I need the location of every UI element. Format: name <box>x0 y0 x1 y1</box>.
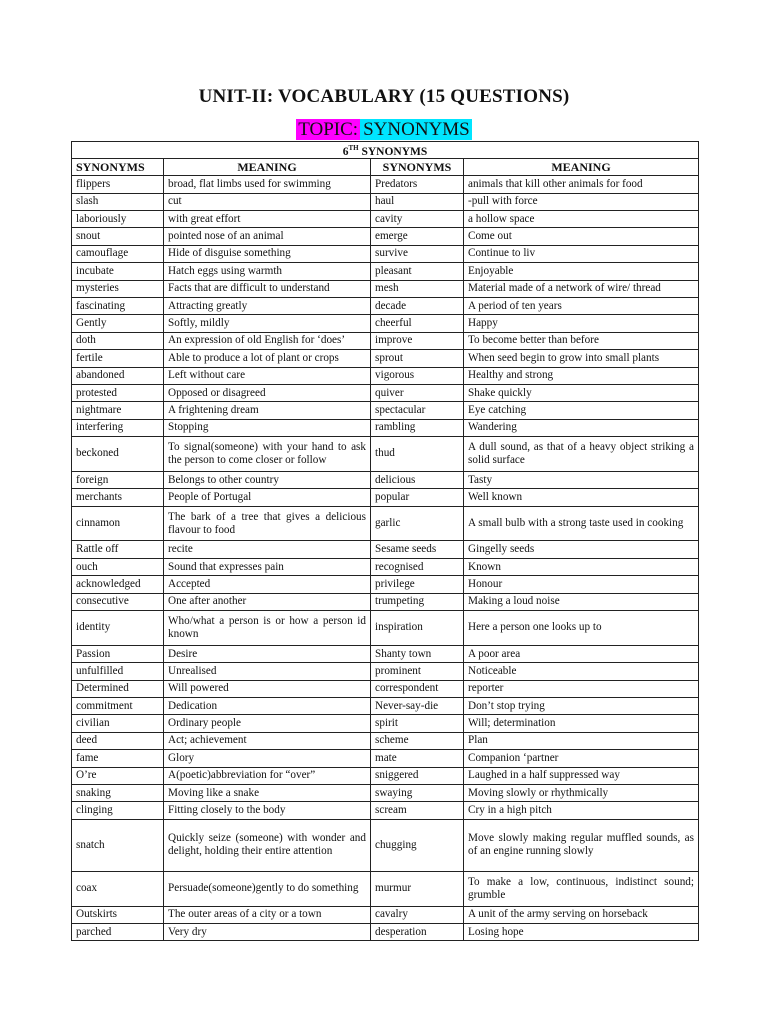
synonym-word-cell: spirit <box>371 715 464 732</box>
synonym-word-cell: fame <box>72 750 164 767</box>
synonym-word-cell: swaying <box>371 784 464 801</box>
synonym-word-cell: Shanty town <box>371 645 464 662</box>
synonym-word-cell: cavity <box>371 211 464 228</box>
table-row <box>72 819 699 871</box>
synonym-word-cell: mesh <box>371 280 464 297</box>
synonym-word-cell: merchants <box>72 489 164 506</box>
synonym-word-cell: pleasant <box>371 263 464 280</box>
table-row <box>72 419 699 436</box>
synonym-word-cell: clinging <box>72 802 164 819</box>
synonym-word-cell: Determined <box>72 680 164 697</box>
meaning-cell: Able to produce a lot of plant or crops <box>164 350 371 367</box>
synonym-word-cell: improve <box>371 332 464 349</box>
synonym-word-cell: desperation <box>371 923 464 940</box>
meaning-cell: Plan <box>464 732 699 749</box>
meaning-cell: Moving slowly or rhythmically <box>464 784 699 801</box>
synonym-word-cell: Passion <box>72 645 164 662</box>
meaning-cell: A unit of the army serving on horseback <box>464 906 699 923</box>
meaning-cell: Hatch eggs using warmth <box>164 263 371 280</box>
synonym-word-cell: recognised <box>371 558 464 575</box>
meaning-cell: Continue to liv <box>464 245 699 262</box>
synonym-word-cell: ouch <box>72 558 164 575</box>
synonym-word-cell: Gently <box>72 315 164 332</box>
synonym-word-cell: Predators <box>371 176 464 193</box>
synonym-word-cell: popular <box>371 489 464 506</box>
synonym-word-cell: protested <box>72 384 164 401</box>
meaning-cell: Well known <box>464 489 699 506</box>
meaning-cell: Known <box>464 558 699 575</box>
synonym-word-cell: prominent <box>371 663 464 680</box>
synonym-word-cell: Outskirts <box>72 906 164 923</box>
meaning-cell: A frightening dream <box>164 402 371 419</box>
synonym-word-cell: correspondent <box>371 680 464 697</box>
synonym-word-cell: cavalry <box>371 906 464 923</box>
meaning-cell: Ordinary people <box>164 715 371 732</box>
meaning-cell: pointed nose of an animal <box>164 228 371 245</box>
column-header-synonyms-2: SYNONYMS <box>371 158 464 175</box>
column-header-synonyms-1: SYNONYMS <box>72 158 164 175</box>
table-row <box>72 871 699 906</box>
synonym-word-cell: slash <box>72 193 164 210</box>
table-row <box>72 193 699 210</box>
meaning-cell: Act; achievement <box>164 732 371 749</box>
table-row <box>72 471 699 488</box>
synonym-word-cell: laboriously <box>72 211 164 228</box>
table-row <box>72 506 699 541</box>
meaning-cell: People of Portugal <box>164 489 371 506</box>
synonym-word-cell: emerge <box>371 228 464 245</box>
meaning-cell: with great effort <box>164 211 371 228</box>
meaning-cell: recite <box>164 541 371 558</box>
synonym-word-cell: Never-say-die <box>371 697 464 714</box>
meaning-cell: Persuade(someone)gently to do something <box>164 871 371 906</box>
meaning-cell: -pull with force <box>464 193 699 210</box>
synonym-word-cell: consecutive <box>72 593 164 610</box>
meaning-cell: Quickly seize (someone) with wonder and delight, holding their entire attention <box>164 819 371 871</box>
meaning-cell: Don’t stop trying <box>464 697 699 714</box>
synonym-word-cell: cinnamon <box>72 506 164 541</box>
synonym-word-cell: incubate <box>72 263 164 280</box>
meaning-cell: Honour <box>464 576 699 593</box>
meaning-cell: Dedication <box>164 697 371 714</box>
meaning-cell: Glory <box>164 750 371 767</box>
meaning-cell: Opposed or disagreed <box>164 384 371 401</box>
meaning-cell: Wandering <box>464 419 699 436</box>
synonym-word-cell: Rattle off <box>72 541 164 558</box>
meaning-cell: A poor area <box>464 645 699 662</box>
synonym-word-cell: camouflage <box>72 245 164 262</box>
meaning-cell: A period of ten years <box>464 297 699 314</box>
synonym-word-cell: doth <box>72 332 164 349</box>
column-header-meaning-2: MEANING <box>464 158 699 175</box>
synonym-word-cell: deed <box>72 732 164 749</box>
table-subtitle <box>72 142 699 159</box>
meaning-cell: To become better than before <box>464 332 699 349</box>
meaning-cell: Laughed in a half suppressed way <box>464 767 699 784</box>
meaning-cell: Shake quickly <box>464 384 699 401</box>
table-row <box>72 211 699 228</box>
table-row <box>72 558 699 575</box>
meaning-cell: A dull sound, as that of a heavy object striking a solid surface <box>464 437 699 472</box>
meaning-cell: Tasty <box>464 471 699 488</box>
table-row <box>72 315 699 332</box>
synonym-word-cell: survive <box>371 245 464 262</box>
table-row <box>72 906 699 923</box>
table-row <box>72 245 699 262</box>
table-row <box>72 593 699 610</box>
table-row <box>72 367 699 384</box>
synonym-word-cell: commitment <box>72 697 164 714</box>
meaning-cell: Unrealised <box>164 663 371 680</box>
synonym-word-cell: nightmare <box>72 402 164 419</box>
synonym-word-cell: garlic <box>371 506 464 541</box>
synonym-word-cell: mysteries <box>72 280 164 297</box>
meaning-cell: To signal(someone) with your hand to ask the person to come closer or follow <box>164 437 371 472</box>
synonyms-table <box>71 141 699 941</box>
synonym-word-cell: privilege <box>371 576 464 593</box>
synonym-word-cell: abandoned <box>72 367 164 384</box>
meaning-cell: Companion ‘partner <box>464 750 699 767</box>
table-row <box>72 576 699 593</box>
synonym-word-cell: Sesame seeds <box>371 541 464 558</box>
meaning-cell: Belongs to other country <box>164 471 371 488</box>
meaning-cell: To make a low, continuous, indistinct sound; grumble <box>464 871 699 906</box>
synonym-word-cell: civilian <box>72 715 164 732</box>
meaning-cell: Here a person one looks up to <box>464 611 699 646</box>
synonym-word-cell: decade <box>371 297 464 314</box>
subtitle-ordinal: TH <box>348 144 359 152</box>
meaning-cell: Losing hope <box>464 923 699 940</box>
meaning-cell: The bark of a tree that gives a delicious flavour to food <box>164 506 371 541</box>
meaning-cell: cut <box>164 193 371 210</box>
meaning-cell: Attracting greatly <box>164 297 371 314</box>
synonym-word-cell: scheme <box>371 732 464 749</box>
synonym-word-cell: delicious <box>371 471 464 488</box>
meaning-cell: reporter <box>464 680 699 697</box>
synonym-word-cell: spectacular <box>371 402 464 419</box>
table-row <box>72 402 699 419</box>
synonym-word-cell: identity <box>72 611 164 646</box>
synonym-word-cell: thud <box>371 437 464 472</box>
table-row <box>72 750 699 767</box>
meaning-cell: Fitting closely to the body <box>164 802 371 819</box>
table-row <box>72 802 699 819</box>
synonym-word-cell: O’re <box>72 767 164 784</box>
meaning-cell: Stopping <box>164 419 371 436</box>
meaning-cell: Desire <box>164 645 371 662</box>
table-row <box>72 611 699 646</box>
synonym-word-cell: quiver <box>371 384 464 401</box>
synonym-word-cell: rambling <box>371 419 464 436</box>
synonym-word-cell: snatch <box>72 819 164 871</box>
meaning-cell: Move slowly making regular muffled sounds, as of an engine running slowly <box>464 819 699 871</box>
meaning-cell: An expression of old English for ‘does’ <box>164 332 371 349</box>
meaning-cell: animals that kill other animals for food <box>464 176 699 193</box>
synonym-word-cell: flippers <box>72 176 164 193</box>
synonym-word-cell: acknowledged <box>72 576 164 593</box>
meaning-cell: Who/what a person is or how a person id known <box>164 611 371 646</box>
synonym-word-cell: inspiration <box>371 611 464 646</box>
table-row <box>72 350 699 367</box>
meaning-cell: Hide of disguise something <box>164 245 371 262</box>
meaning-cell: Softly, mildly <box>164 315 371 332</box>
synonym-word-cell: mate <box>371 750 464 767</box>
meaning-cell: Eye catching <box>464 402 699 419</box>
synonym-word-cell: fertile <box>72 350 164 367</box>
meaning-cell: Happy <box>464 315 699 332</box>
table-row <box>72 297 699 314</box>
table-row <box>72 680 699 697</box>
topic-name: SYNONYMS <box>360 119 472 140</box>
table-row <box>72 715 699 732</box>
meaning-cell: Material made of a network of wire/ thread <box>464 280 699 297</box>
synonym-word-cell: haul <box>371 193 464 210</box>
page-title: UNIT-II: VOCABULARY (15 QUESTIONS) <box>198 86 570 107</box>
meaning-cell: Very dry <box>164 923 371 940</box>
meaning-cell: Noticeable <box>464 663 699 680</box>
table-row <box>72 384 699 401</box>
synonym-word-cell: trumpeting <box>371 593 464 610</box>
synonym-word-cell: snout <box>72 228 164 245</box>
meaning-cell: Gingelly seeds <box>464 541 699 558</box>
synonym-word-cell: cheerful <box>371 315 464 332</box>
meaning-cell: Will powered <box>164 680 371 697</box>
synonym-word-cell: foreign <box>72 471 164 488</box>
synonym-word-cell: parched <box>72 923 164 940</box>
meaning-cell: Moving like a snake <box>164 784 371 801</box>
table-row <box>72 732 699 749</box>
meaning-cell: The outer areas of a city or a town <box>164 906 371 923</box>
meaning-cell: A(poetic)abbreviation for “over” <box>164 767 371 784</box>
synonym-word-cell: sprout <box>371 350 464 367</box>
table-row <box>72 228 699 245</box>
meaning-cell: Sound that expresses pain <box>164 558 371 575</box>
meaning-cell: Facts that are difficult to understand <box>164 280 371 297</box>
synonym-word-cell: snaking <box>72 784 164 801</box>
meaning-cell: When seed begin to grow into small plants <box>464 350 699 367</box>
synonym-word-cell: interfering <box>72 419 164 436</box>
meaning-cell: a hollow space <box>464 211 699 228</box>
column-header-meaning-1: MEANING <box>164 158 371 175</box>
table-row <box>72 923 699 940</box>
table-row <box>72 767 699 784</box>
meaning-cell: Enjoyable <box>464 263 699 280</box>
table-row <box>72 697 699 714</box>
topic-heading <box>0 119 768 141</box>
meaning-cell: Making a loud noise <box>464 593 699 610</box>
table-row <box>72 176 699 193</box>
meaning-cell: broad, flat limbs used for swimming <box>164 176 371 193</box>
subtitle-text: SYNONYMS <box>358 145 428 158</box>
subtitle-number: 6 <box>342 145 349 158</box>
meaning-cell: Accepted <box>164 576 371 593</box>
meaning-cell: Left without care <box>164 367 371 384</box>
synonym-word-cell: coax <box>72 871 164 906</box>
table-row <box>72 489 699 506</box>
table-row <box>72 263 699 280</box>
synonym-word-cell: scream <box>371 802 464 819</box>
synonym-word-cell: sniggered <box>371 767 464 784</box>
synonym-word-cell: vigorous <box>371 367 464 384</box>
synonym-word-cell: chugging <box>371 819 464 871</box>
meaning-cell: One after another <box>164 593 371 610</box>
meaning-cell: Will; determination <box>464 715 699 732</box>
table-row <box>72 332 699 349</box>
meaning-cell: A small bulb with a strong taste used in cooking <box>464 506 699 541</box>
table-row <box>72 784 699 801</box>
meaning-cell: Cry in a high pitch <box>464 802 699 819</box>
topic-label: TOPIC: <box>298 119 359 140</box>
table-body <box>72 176 699 941</box>
synonym-word-cell: fascinating <box>72 297 164 314</box>
synonym-word-cell: murmur <box>371 871 464 906</box>
table-row <box>72 663 699 680</box>
meaning-cell: Healthy and strong <box>464 367 699 384</box>
synonym-word-cell: beckoned <box>72 437 164 472</box>
table-row <box>72 280 699 297</box>
synonym-word-cell: unfulfilled <box>72 663 164 680</box>
table-row <box>72 541 699 558</box>
table-row <box>72 437 699 472</box>
table-row <box>72 645 699 662</box>
meaning-cell: Come out <box>464 228 699 245</box>
